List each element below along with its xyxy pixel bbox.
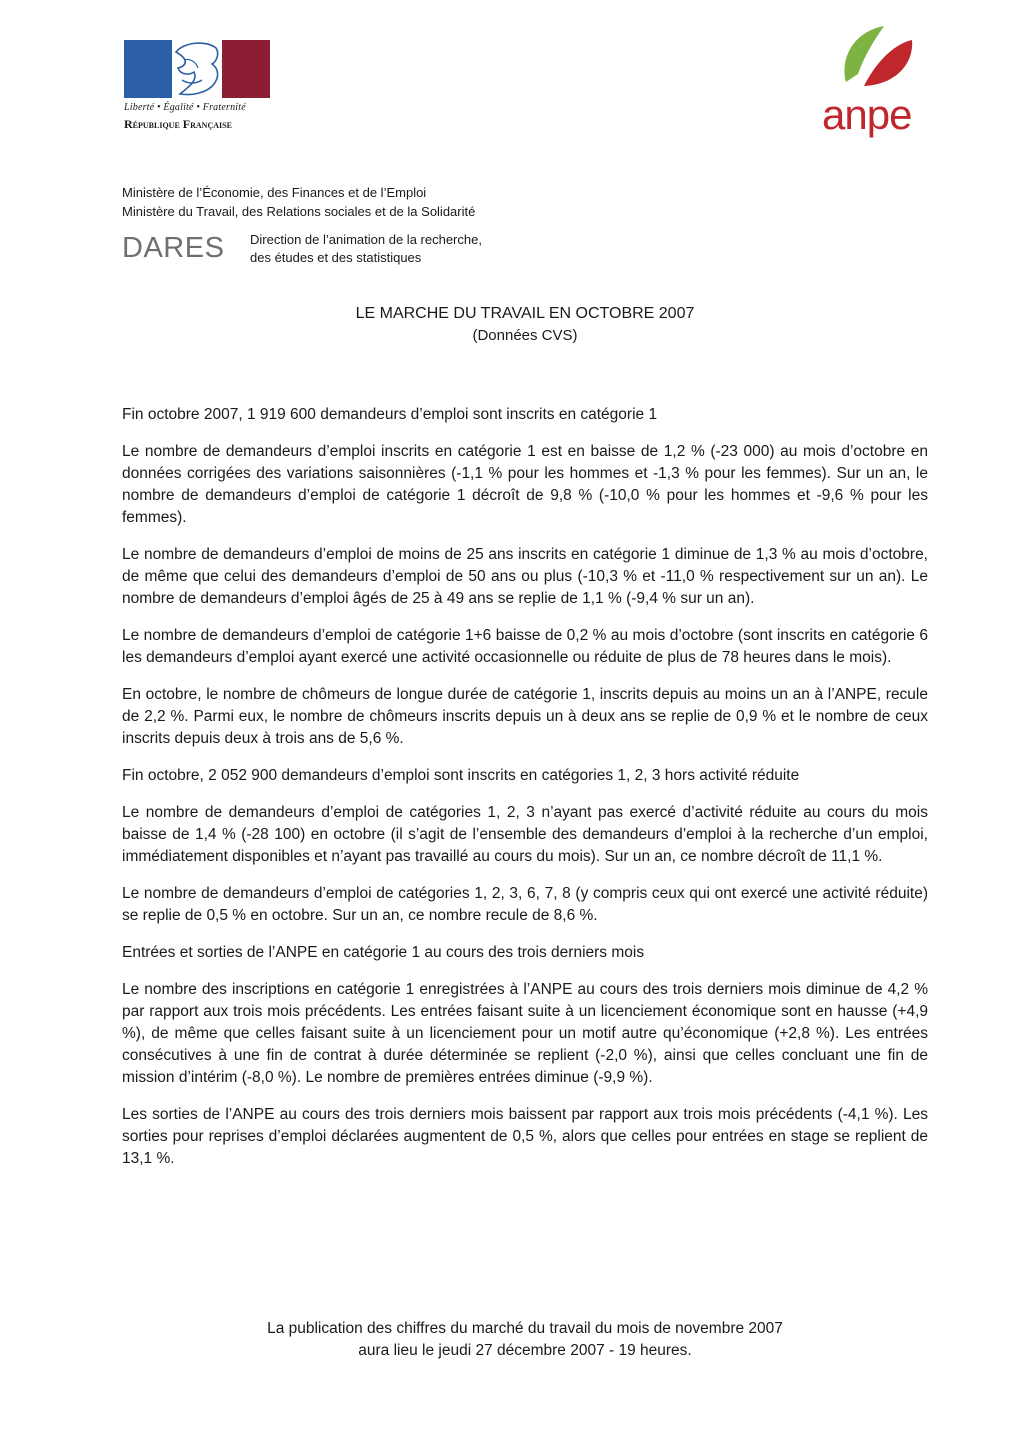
section-heading: Fin octobre, 2 052 900 demandeurs d’emploi sont inscrits en catégories 1, 2, 3 hors activité réduite	[122, 767, 800, 784]
publication-note-line: La publication des chiffres du marché du travail du mois de novembre 2007	[267, 1320, 783, 1337]
document-body	[122, 404, 928, 1185]
anpe-wordmark: anpe	[822, 91, 912, 138]
paragraph: Le nombre de demandeurs d’emploi de catégories 1, 2, 3 n’ayant pas exercé d’activité réduite au cours du mois baisse de 1,4 % (-28 100) en octobre (il s’agit de l’ensemble des demandeurs d’emploi à la recherche d’un emploi, immédiatement disponibles et n’ayant pas travaillé au cours du mois). Sur un an, ce nombre décroît de 11,1 %.	[122, 804, 928, 865]
dares-acronym: DARES	[122, 232, 225, 264]
paragraph: Le nombre des inscriptions en catégorie 1 enregistrées à l’ANPE au cours des trois derniers mois diminue de 4,2 % par rapport aux trois mois précédents. Les entrées faisant suite à un licenciement économique sont en hausse (+4,9 %), de même que celles faisant suite à un licenciement pour un motif autre qu’économique (+2,8 %). Les entrées consécutives à une fin de contrat à durée déterminée se replient (-2,0 %), ainsi que celles concluant une fin de mission d’intérim (-8,0 %). Le nombre de premières entrées diminue (-9,9 %).	[122, 981, 928, 1086]
dares-description-line: des études et des statistiques	[250, 250, 422, 265]
document-subtitle: (Données CVS)	[472, 327, 578, 344]
paragraph: Le nombre de demandeurs d’emploi de catégories 1, 2, 3, 6, 7, 8 (y compris ceux qui ont exercé une activité réduite) se replie de 0,5 % en octobre. Sur un an, ce nombre recule de 8,6 %.	[122, 885, 928, 924]
ministry-economy: Ministère de l’Économie, des Finances et de l’Emploi	[122, 185, 427, 200]
dares-description	[250, 231, 482, 267]
dares-description-line: Direction de l’animation de la recherche,	[250, 232, 482, 247]
paragraph: Le nombre de demandeurs d’emploi de moins de 25 ans inscrits en catégorie 1 diminue de 1,3 % au mois d’octobre, de même que celui des demandeurs d’emploi de 50 ans ou plus (-10,3 % et -11,0 % respectivement sur un an). Le nombre de demandeurs d’emploi âgés de 25 à 49 ans se replie de 1,1 % (-9,4 % sur un an).	[122, 546, 928, 607]
ministry-labour: Ministère du Travail, des Relations sociales et de la Solidarité	[122, 204, 476, 219]
anpe-leaf-icon	[836, 22, 916, 94]
paragraph: Le nombre de demandeurs d’emploi de catégorie 1+6 baisse de 0,2 % au mois d’octobre (sont inscrits en catégorie 6 les demandeurs d’emploi ayant exercé une activité occasionnelle ou réduite de plus de 78 heures dans le mois).	[122, 627, 928, 666]
document-title: LE MARCHE DU TRAVAIL EN OCTOBRE 2007	[355, 305, 695, 322]
publication-note-line: aura lieu le jeudi 27 décembre 2007 - 19 heures.	[358, 1342, 692, 1359]
marianne-flag-icon	[124, 40, 270, 98]
republique-motto: Liberté • Égalité • Fraternité	[124, 102, 246, 113]
anpe-logo	[818, 22, 928, 142]
republique-name: République Française	[124, 117, 232, 131]
section-heading: Fin octobre 2007, 1 919 600 demandeurs d’emploi sont inscrits en catégorie 1	[122, 406, 658, 423]
paragraph: Le nombre de demandeurs d’emploi inscrits en catégorie 1 est en baisse de 1,2 % (-23 000) au mois d’octobre en données corrigées des variations saisonnières (-1,1 % pour les hommes et -1,3 % pour les femmes). Sur un an, le nombre de demandeurs d’emploi de catégorie 1 décroît de 9,8 % (-10,0 % pour les hommes et -9,6 % pour les femmes).	[122, 443, 928, 526]
republique-francaise-logo	[124, 40, 270, 132]
ministries-block	[122, 183, 475, 221]
document-title-block	[122, 303, 928, 347]
paragraph: En octobre, le nombre de chômeurs de longue durée de catégorie 1, inscrits depuis au moins un an à l’ANPE, recule de 2,2 %. Parmi eux, le nombre de chômeurs inscrits depuis un à deux ans se replie de 0,9 % et le nombre de ceux inscrits depuis deux à trois ans de 5,6 %.	[122, 686, 928, 747]
paragraph: Les sorties de l’ANPE au cours des trois derniers mois baissent par rapport aux trois mois précédents (-4,1 %). Les sorties pour reprises d’emploi déclarées augmentent de 0,5 %, alors que celles pour entrées en stage se replient de 13,1 %.	[122, 1106, 928, 1167]
publication-note	[122, 1318, 928, 1362]
section-heading: Entrées et sorties de l’ANPE en catégorie 1 au cours des trois derniers mois	[122, 944, 645, 961]
